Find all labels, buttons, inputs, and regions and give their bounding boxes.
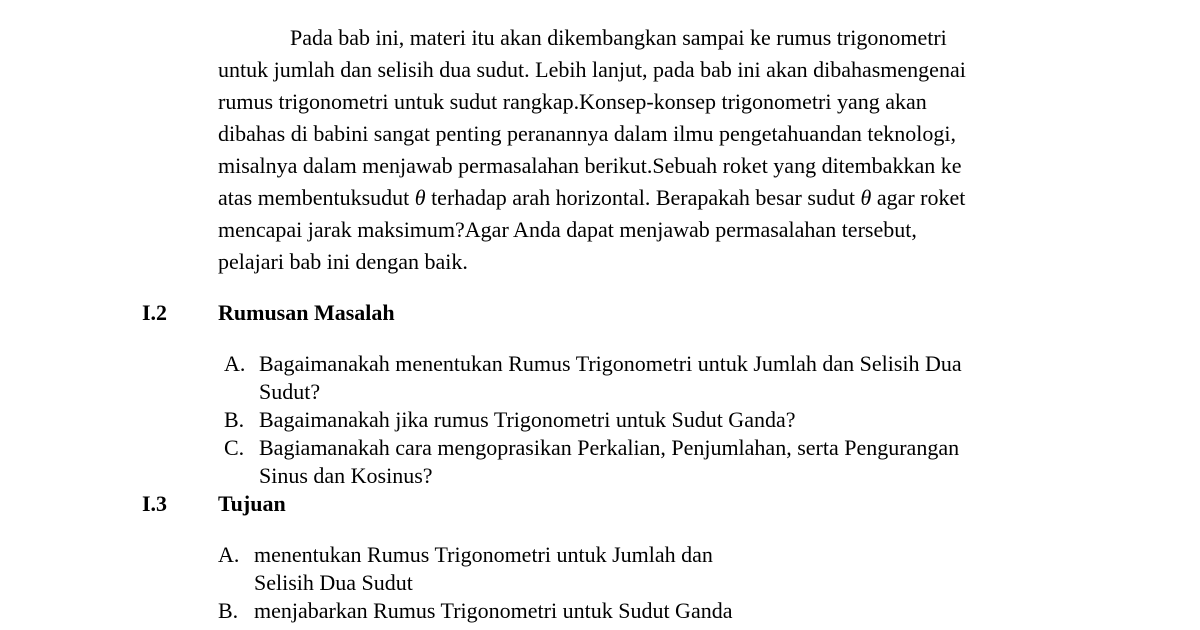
- list-item-text: menentukan Rumus Trigonometri untuk Jumlah dan: [254, 542, 713, 567]
- list-item-text-cont: Selisih Dua Sudut: [254, 570, 413, 595]
- list-item-letter: C.: [224, 435, 245, 460]
- list-item-text-cont: Sinus dan Kosinus?: [259, 463, 433, 488]
- paragraph-line: pelajari bab ini dengan baik.: [218, 249, 468, 274]
- list-item-text-cont: Sudut?: [259, 379, 321, 404]
- list-item-letter: B.: [224, 407, 245, 432]
- section-title: Rumusan Masalah: [218, 300, 395, 325]
- section-number: I.3: [142, 491, 168, 516]
- section-number: I.2: [142, 300, 168, 325]
- paragraph-line: untuk jumlah dan selisih dua sudut. Lebih lanjut, pada bab ini akan dibahasmengenai: [218, 57, 966, 82]
- paragraph-line: misalnya dalam menjawab permasalahan berikut.Sebuah roket yang ditembakkan ke: [218, 153, 962, 178]
- paragraph-line: mencapai jarak maksimum?Agar Anda dapat menjawab permasalahan tersebut,: [218, 217, 917, 242]
- list-item-text: menjabarkan Rumus Trigonometri untuk Sudut Ganda: [254, 598, 733, 623]
- list-item-text: Bagaimanakah jika rumus Trigonometri untuk Sudut Ganda?: [259, 407, 796, 432]
- list-item-text: Bagaimanakah menentukan Rumus Trigonometri untuk Jumlah dan Selisih Dua: [259, 351, 962, 376]
- section-title: Tujuan: [218, 491, 286, 516]
- paragraph-line: rumus trigonometri untuk sudut rangkap.Konsep-konsep trigonometri yang akan: [218, 89, 927, 114]
- list-item-letter: A.: [218, 542, 240, 567]
- list-item-letter: B.: [218, 598, 239, 623]
- paragraph-line: atas membentuksudut θ terhadap arah horizontal. Berapakah besar sudut θ agar roket: [218, 185, 966, 210]
- list-item-letter: A.: [224, 351, 246, 376]
- paragraph-line: dibahas di babini sangat penting peranannya dalam ilmu pengetahuandan teknologi,: [218, 121, 957, 146]
- paragraph-line: Pada bab ini, materi itu akan dikembangkan sampai ke rumus trigonometri: [290, 25, 947, 50]
- list-item-text: Bagiamanakah cara mengoprasikan Perkalian, Penjumlahan, serta Pengurangan: [259, 435, 960, 460]
